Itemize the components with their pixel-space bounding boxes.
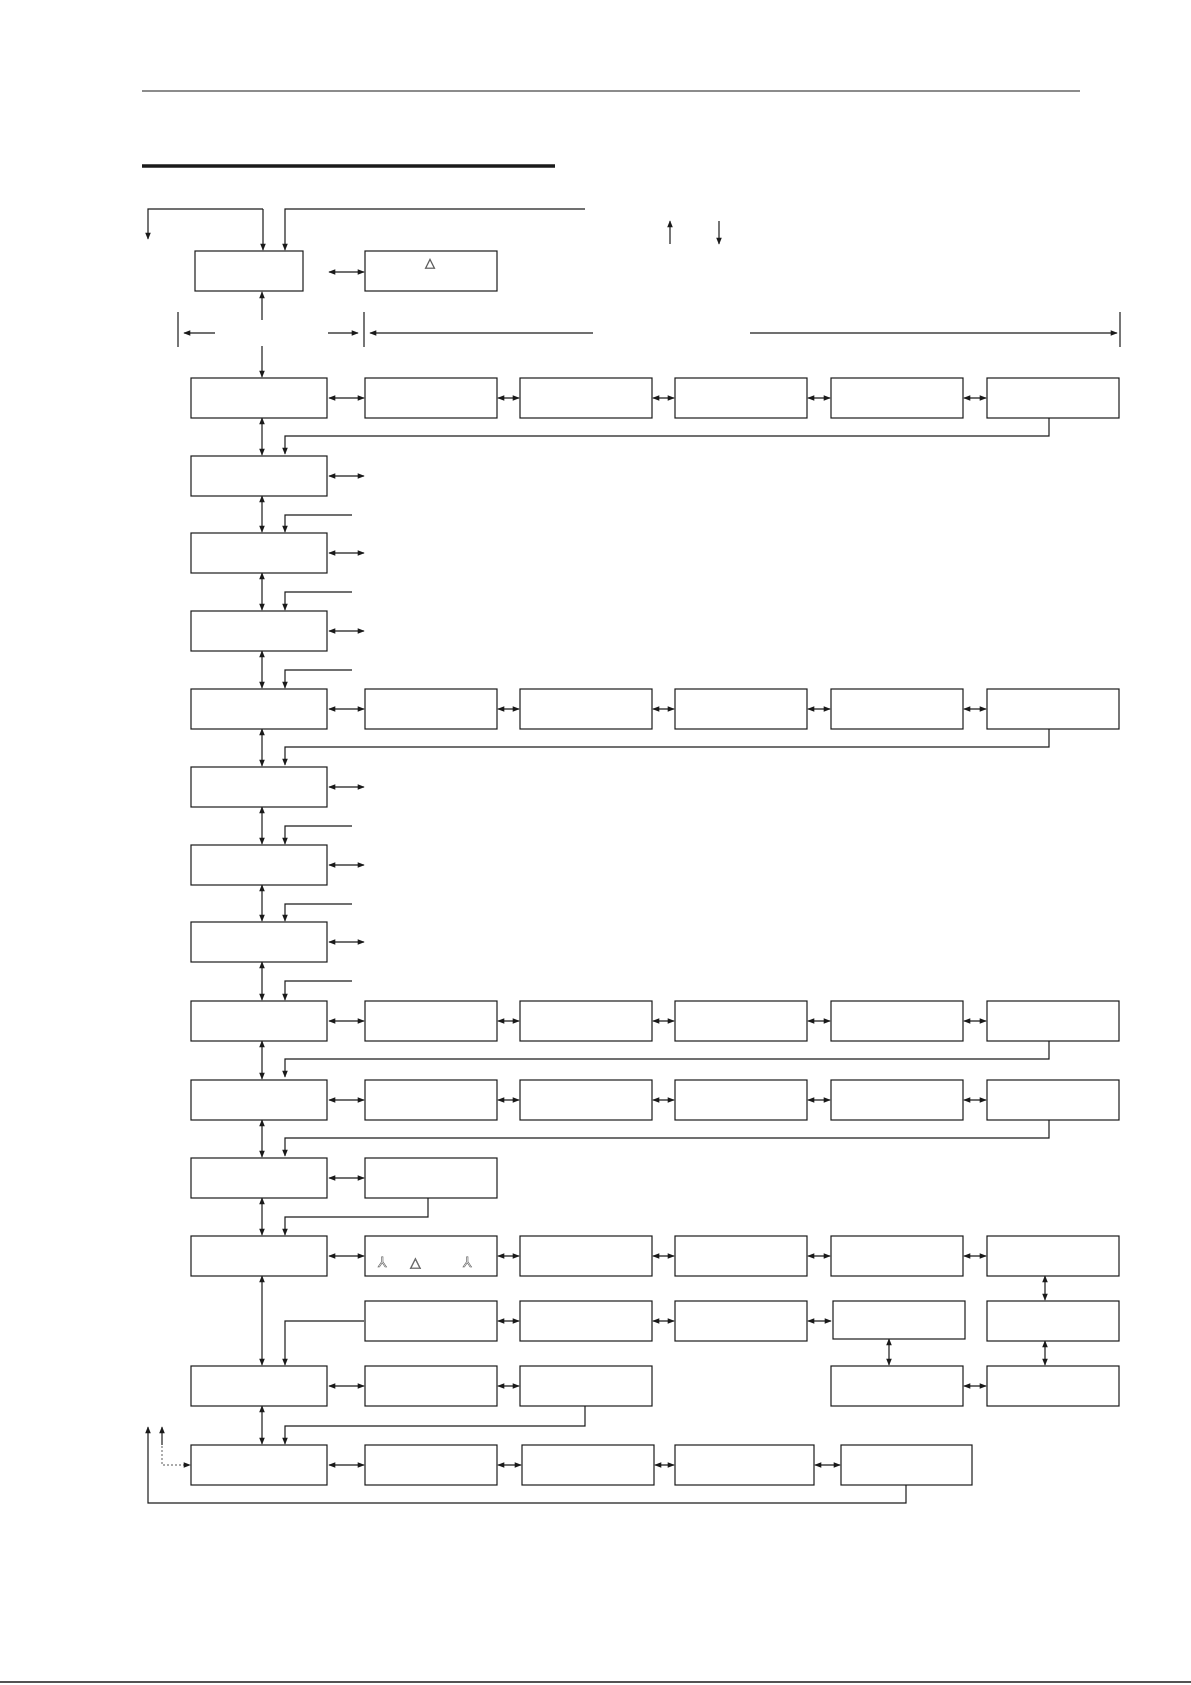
stub-return-arrow — [285, 670, 352, 688]
return-arrow — [285, 1198, 428, 1235]
submenu-item — [675, 378, 807, 418]
submenu-item — [675, 1445, 814, 1485]
main-menu-item — [191, 1366, 327, 1406]
submenu-item — [522, 1445, 654, 1485]
submenu-item — [831, 378, 963, 418]
submenu-item — [987, 378, 1119, 418]
stub-return-arrow — [285, 592, 352, 610]
submenu-item — [987, 1080, 1119, 1120]
submenu-item — [520, 1366, 652, 1406]
submenu-item — [365, 1301, 497, 1341]
submenu-item — [520, 1080, 652, 1120]
submenu-item — [365, 689, 497, 729]
submenu-item — [831, 689, 963, 729]
display-box — [195, 251, 303, 291]
submenu-item — [365, 1080, 497, 1120]
submenu-item — [520, 689, 652, 729]
return-arrow — [285, 418, 1049, 454]
return-arrow — [285, 1321, 364, 1365]
main-menu-item — [191, 533, 327, 573]
submenu-item — [675, 1001, 807, 1041]
main-menu-item — [191, 456, 327, 496]
main-menu-item — [191, 378, 327, 418]
main-menu-item — [191, 1080, 327, 1120]
submenu-item — [833, 1301, 965, 1339]
stub-return-arrow — [285, 981, 352, 1000]
submenu-item — [675, 1301, 807, 1341]
triangle-glyph: △ — [410, 1255, 421, 1271]
return-arrow — [285, 1406, 585, 1444]
submenu-item — [831, 1366, 963, 1406]
submenu-item — [520, 1236, 652, 1276]
submenu-item — [365, 1158, 497, 1198]
submenu-item — [987, 689, 1119, 729]
stub-return-arrow — [285, 826, 352, 844]
submenu-item — [365, 1445, 497, 1485]
return-top-arrow — [285, 209, 585, 250]
submenu-item — [987, 1001, 1119, 1041]
return-left-arrow — [148, 209, 263, 239]
main-menu-item — [191, 922, 327, 962]
main-menu-item — [191, 1445, 327, 1485]
submenu-item — [675, 1236, 807, 1276]
main-menu-item — [191, 1158, 327, 1198]
return-arrow — [285, 1041, 1049, 1077]
submenu-item — [831, 1001, 963, 1041]
submenu-item — [987, 1366, 1119, 1406]
submenu-item — [520, 378, 652, 418]
submenu-item — [675, 689, 807, 729]
wye-glyph: ⅄ — [463, 1255, 472, 1271]
return-arrow — [285, 729, 1049, 765]
return-arrow — [285, 1120, 1049, 1156]
main-menu-item — [191, 611, 327, 651]
triangle-glyph: △ — [425, 256, 435, 271]
submenu-item — [831, 1080, 963, 1120]
main-menu-item — [191, 1236, 327, 1276]
main-menu-item — [191, 767, 327, 807]
stub-return-arrow — [285, 904, 352, 921]
submenu-item — [831, 1236, 963, 1276]
dashed-entry-arrow — [162, 1446, 190, 1465]
wye-glyph: ⅄ — [378, 1255, 387, 1271]
stub-return-arrow — [285, 515, 352, 532]
submenu-item — [520, 1001, 652, 1041]
submenu-item — [675, 1080, 807, 1120]
submenu-item — [365, 1001, 497, 1041]
main-menu-item — [191, 689, 327, 729]
submenu-item — [365, 378, 497, 418]
submenu-item — [520, 1301, 652, 1341]
main-menu-item — [191, 1001, 327, 1041]
submenu-item — [987, 1236, 1119, 1276]
main-menu-item — [191, 845, 327, 885]
submenu-item — [987, 1301, 1119, 1341]
submenu-item — [841, 1445, 972, 1485]
submenu-item — [365, 1366, 497, 1406]
